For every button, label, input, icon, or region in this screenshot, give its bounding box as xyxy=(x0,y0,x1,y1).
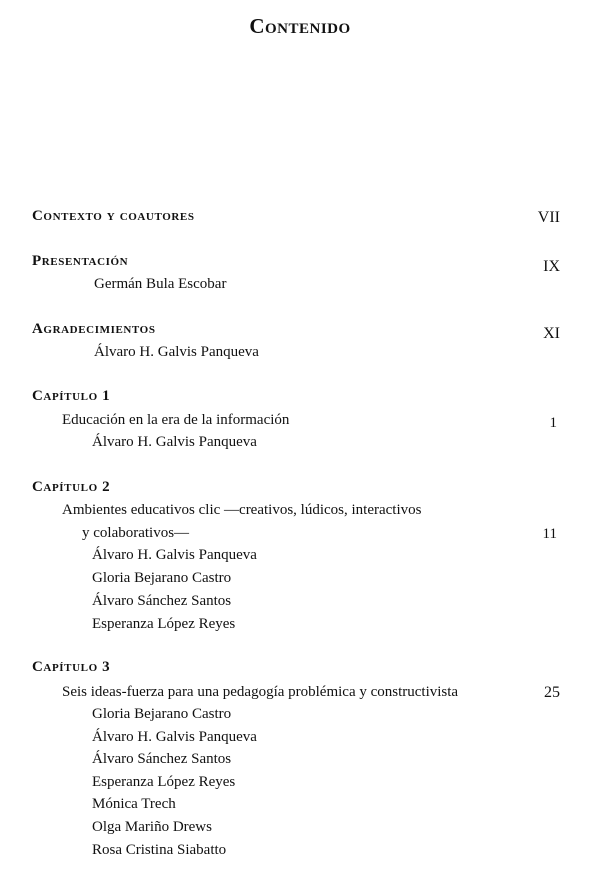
toc-author: Esperanza López Reyes xyxy=(92,616,236,632)
toc-page-number: 11 xyxy=(542,526,557,542)
toc-author: Olga Mariño Drews xyxy=(92,819,212,835)
toc-author: Rosa Cristina Siabatto xyxy=(92,842,227,858)
toc-chapter-title-cont: y colaborativos— xyxy=(82,525,190,541)
toc-page-number: 25 xyxy=(544,684,560,701)
toc-author: Álvaro H. Galvis Panqueva xyxy=(92,547,257,563)
toc-page-number: IX xyxy=(543,258,560,275)
toc-page-number: VII xyxy=(537,209,560,226)
toc-author: Álvaro H. Galvis Panqueva xyxy=(92,729,257,745)
toc-chapter-title: Seis ideas-fuerza para una pedagogía problémica y constructivista xyxy=(62,684,459,700)
toc-heading-agradecimientos: Agradecimientos xyxy=(32,321,156,337)
toc-author: Gloria Bejarano Castro xyxy=(92,706,232,722)
toc-author: Álvaro Sánchez Santos xyxy=(92,593,232,609)
toc-heading-capitulo-2: Capítulo 2 xyxy=(32,479,111,495)
toc-heading-capitulo-1: Capítulo 1 xyxy=(32,388,111,404)
toc-author: Álvaro H. Galvis Panqueva xyxy=(92,434,257,450)
toc-page-number: 1 xyxy=(549,415,557,431)
toc-author: Germán Bula Escobar xyxy=(94,276,227,292)
page-title: Contenido xyxy=(249,14,351,38)
toc-author: Esperanza López Reyes xyxy=(92,774,236,790)
toc-author: Mónica Trech xyxy=(92,796,176,812)
toc-heading-presentacion: Presentación xyxy=(32,253,129,269)
toc-page-number: XI xyxy=(543,325,560,342)
toc-chapter-title: Educación en la era de la información xyxy=(62,412,290,428)
toc-chapter-title: Ambientes educativos clic —creativos, lúdicos, interactivos xyxy=(62,502,422,518)
toc-author: Álvaro Sánchez Santos xyxy=(92,751,232,767)
toc-author: Gloria Bejarano Castro xyxy=(92,570,232,586)
toc-heading-capitulo-3: Capítulo 3 xyxy=(32,659,111,675)
toc-heading-contexto: Contexto y coautores xyxy=(32,208,195,224)
toc-author: Álvaro H. Galvis Panqueva xyxy=(94,344,259,360)
